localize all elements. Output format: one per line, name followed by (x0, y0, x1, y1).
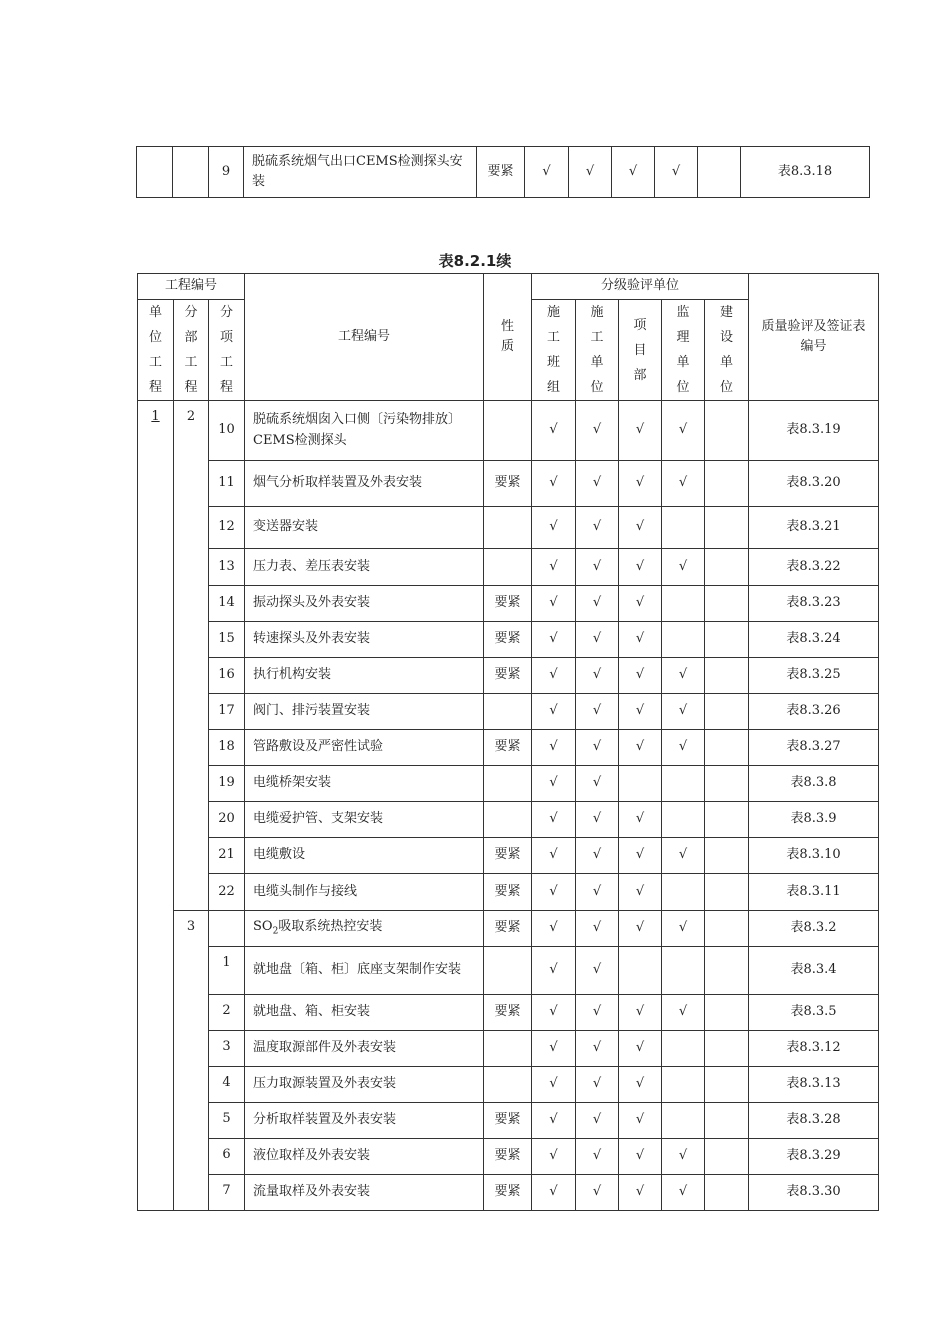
form-cell: 表8.3.23 (749, 586, 879, 622)
item-cell: 15 (209, 622, 245, 658)
item-cell (209, 911, 245, 947)
check-cell: √ (576, 874, 619, 911)
form-cell: 表8.3.26 (749, 694, 879, 730)
item-cell: 16 (209, 658, 245, 694)
table-row (138, 874, 879, 911)
nature-cell: 要紧 (484, 586, 532, 622)
check-cell: √ (532, 1031, 576, 1067)
check-cell (662, 802, 705, 838)
name-cell: 分析取样装置及外表安装 (245, 1103, 484, 1139)
check-cell (662, 1031, 705, 1067)
item-cell: 10 (209, 401, 245, 461)
check-cell: √ (532, 947, 576, 995)
check-cell: √ (576, 766, 619, 802)
check-cell (705, 549, 749, 586)
header-nature: 性质 (484, 274, 532, 401)
nature-cell: 要紧 (484, 838, 532, 874)
nature-cell (484, 1067, 532, 1103)
table-row (138, 586, 879, 622)
name-cell: 电缆敷设 (245, 838, 484, 874)
name-cell: 压力表、差压表安装 (245, 549, 484, 586)
check-cell: √ (525, 147, 569, 198)
check-cell: √ (532, 622, 576, 658)
item-cell: 1 (209, 947, 245, 995)
form-cell: 表8.3.30 (749, 1175, 879, 1211)
item-cell: 17 (209, 694, 245, 730)
form-cell: 表8.3.21 (749, 507, 879, 549)
form-cell: 表8.3.9 (749, 802, 879, 838)
item-cell: 18 (209, 730, 245, 766)
header-part: 分部工程 (174, 300, 209, 401)
check-cell: √ (532, 766, 576, 802)
item-cell: 7 (209, 1175, 245, 1211)
check-cell (705, 995, 749, 1031)
check-cell: √ (576, 947, 619, 995)
check-cell (662, 874, 705, 911)
form-cell: 表8.3.13 (749, 1067, 879, 1103)
check-cell: √ (532, 730, 576, 766)
check-cell (698, 147, 741, 198)
item-cell: 21 (209, 838, 245, 874)
nature-cell: 要紧 (484, 995, 532, 1031)
unit-cell (137, 147, 173, 198)
check-cell: √ (619, 995, 662, 1031)
check-cell: √ (619, 911, 662, 947)
check-cell: √ (576, 911, 619, 947)
check-cell: √ (619, 874, 662, 911)
check-cell: √ (662, 838, 705, 874)
nature-cell: 要紧 (484, 1103, 532, 1139)
check-cell: √ (532, 1175, 576, 1211)
check-cell: √ (532, 1139, 576, 1175)
table-row (138, 507, 879, 549)
form-cell: 表8.3.24 (749, 622, 879, 658)
nature-cell (484, 507, 532, 549)
nature-cell (484, 549, 532, 586)
table-row (138, 1103, 879, 1139)
nature-cell (484, 802, 532, 838)
table-row (138, 838, 879, 874)
table-row (138, 766, 879, 802)
check-cell: √ (655, 147, 698, 198)
item-cell: 5 (209, 1103, 245, 1139)
item-cell: 3 (209, 1031, 245, 1067)
check-cell (662, 766, 705, 802)
header-org-supervisor: 监理单位 (662, 300, 705, 401)
check-cell: √ (662, 694, 705, 730)
name-cell: 脱硫系统烟气出口CEMS检测探头安装 (244, 147, 477, 198)
check-cell: √ (662, 401, 705, 461)
check-cell: √ (576, 694, 619, 730)
check-cell: √ (532, 1067, 576, 1103)
table-row (138, 1175, 879, 1211)
check-cell (705, 911, 749, 947)
table-row (138, 461, 879, 507)
form-cell: 表8.3.5 (749, 995, 879, 1031)
item-cell: 9 (209, 147, 244, 198)
check-cell (705, 947, 749, 995)
nature-cell (484, 401, 532, 461)
check-cell: √ (576, 586, 619, 622)
check-cell: √ (619, 838, 662, 874)
form-cell: 表8.3.10 (749, 838, 879, 874)
nature-cell: 要紧 (484, 1139, 532, 1175)
check-cell: √ (576, 549, 619, 586)
check-cell: √ (576, 622, 619, 658)
name-cell: 流量取样及外表安装 (245, 1175, 484, 1211)
check-cell (705, 874, 749, 911)
check-cell: √ (532, 995, 576, 1031)
check-cell: √ (532, 549, 576, 586)
item-cell: 20 (209, 802, 245, 838)
form-cell: 表8.3.29 (749, 1139, 879, 1175)
item-cell: 2 (209, 995, 245, 1031)
check-cell: √ (576, 1175, 619, 1211)
check-cell: √ (619, 694, 662, 730)
header-org-team: 施工班组 (532, 300, 576, 401)
check-cell: √ (576, 1031, 619, 1067)
unit-number-cell: 1 (138, 401, 174, 1211)
check-cell: √ (619, 730, 662, 766)
item-cell: 6 (209, 1139, 245, 1175)
check-cell (705, 766, 749, 802)
table-row (138, 995, 879, 1031)
check-cell (662, 507, 705, 549)
check-cell (705, 1139, 749, 1175)
check-cell (705, 658, 749, 694)
name-cell: $SO_2$吸取系统热控安装 (245, 911, 484, 947)
item-cell: 22 (209, 874, 245, 911)
form-cell: 表8.3.8 (749, 766, 879, 802)
check-cell (619, 947, 662, 995)
check-cell: √ (576, 730, 619, 766)
name-cell: 就地盘、箱、柜安装 (245, 995, 484, 1031)
check-cell: √ (576, 1139, 619, 1175)
table-row (138, 622, 879, 658)
check-cell: √ (532, 911, 576, 947)
check-cell: √ (532, 401, 576, 461)
name-cell: 液位取样及外表安装 (245, 1139, 484, 1175)
check-cell (705, 622, 749, 658)
check-cell (705, 694, 749, 730)
form-cell: 表8.3.11 (749, 874, 879, 911)
nature-cell (484, 1031, 532, 1067)
check-cell: √ (662, 1175, 705, 1211)
check-cell: √ (619, 1175, 662, 1211)
check-cell: √ (619, 586, 662, 622)
check-cell (662, 1067, 705, 1103)
item-cell: 4 (209, 1067, 245, 1103)
name-cell: 变送器安装 (245, 507, 484, 549)
name-cell: 转速探头及外表安装 (245, 622, 484, 658)
table-row (138, 730, 879, 766)
table-row (137, 147, 870, 198)
check-cell: √ (532, 838, 576, 874)
header-project-code: 工程编号 (138, 274, 245, 300)
check-cell: √ (532, 874, 576, 911)
header-org-project: 项目部 (619, 300, 662, 401)
form-cell: 表8.3.2 (749, 911, 879, 947)
check-cell: √ (569, 147, 612, 198)
check-cell (705, 507, 749, 549)
check-cell: √ (619, 1067, 662, 1103)
check-cell: √ (532, 507, 576, 549)
check-cell: √ (619, 1139, 662, 1175)
check-cell: √ (662, 911, 705, 947)
main-table (137, 273, 879, 1211)
check-cell: √ (662, 730, 705, 766)
table-row (138, 694, 879, 730)
check-cell: √ (619, 1103, 662, 1139)
part-cell (173, 147, 209, 198)
nature-cell: 要紧 (477, 147, 525, 198)
nature-cell: 要紧 (484, 461, 532, 507)
name-cell: 脱硫系统烟囱入口侧〔污染物排放〕CEMS检测探头 (245, 401, 484, 461)
nature-cell: 要紧 (484, 911, 532, 947)
check-cell: √ (576, 658, 619, 694)
check-cell (705, 730, 749, 766)
check-cell: √ (662, 461, 705, 507)
check-cell: √ (532, 802, 576, 838)
header-unit: 单位工程 (138, 300, 174, 401)
check-cell (705, 838, 749, 874)
check-cell (662, 1103, 705, 1139)
check-cell: √ (576, 1103, 619, 1139)
name-cell: 电缆桥架安装 (245, 766, 484, 802)
header-form: 质量验评及签证表编号 (749, 274, 879, 401)
nature-cell (484, 694, 532, 730)
check-cell: √ (619, 507, 662, 549)
check-cell: √ (532, 658, 576, 694)
check-cell: √ (662, 995, 705, 1031)
item-cell: 14 (209, 586, 245, 622)
table-row (138, 1031, 879, 1067)
form-cell: 表8.3.18 (741, 147, 870, 198)
part-number-cell: 2 (174, 401, 209, 911)
check-cell (662, 947, 705, 995)
table-row (138, 1139, 879, 1175)
form-cell: 表8.3.27 (749, 730, 879, 766)
table-row (138, 401, 879, 461)
check-cell: √ (576, 401, 619, 461)
name-cell: 温度取源部件及外表安装 (245, 1031, 484, 1067)
check-cell: √ (576, 1067, 619, 1103)
item-cell: 13 (209, 549, 245, 586)
table-row (138, 549, 879, 586)
check-cell: √ (576, 507, 619, 549)
nature-cell (484, 766, 532, 802)
check-cell (662, 622, 705, 658)
check-cell: √ (576, 995, 619, 1031)
check-cell (705, 586, 749, 622)
table-row (138, 658, 879, 694)
continued-table-fragment (136, 146, 870, 198)
name-cell: 电缆头制作与接线 (245, 874, 484, 911)
nature-cell: 要紧 (484, 622, 532, 658)
form-cell: 表8.3.20 (749, 461, 879, 507)
check-cell: √ (532, 586, 576, 622)
form-cell: 表8.3.25 (749, 658, 879, 694)
table-row (138, 947, 879, 995)
nature-cell: 要紧 (484, 730, 532, 766)
check-cell (705, 1067, 749, 1103)
check-cell (705, 461, 749, 507)
header-item: 分项工程 (209, 300, 245, 401)
nature-cell: 要紧 (484, 1175, 532, 1211)
header-grading: 分级验评单位 (532, 274, 749, 300)
check-cell: √ (612, 147, 655, 198)
name-cell: 电缆爱护管、支架安装 (245, 802, 484, 838)
check-cell: √ (576, 461, 619, 507)
check-cell: √ (532, 694, 576, 730)
name-cell: 阀门、排污装置安装 (245, 694, 484, 730)
check-cell (705, 1175, 749, 1211)
check-cell: √ (576, 802, 619, 838)
table-row (138, 1067, 879, 1103)
check-cell: √ (576, 838, 619, 874)
form-cell: 表8.3.19 (749, 401, 879, 461)
name-cell: 管路敷设及严密性试验 (245, 730, 484, 766)
check-cell: √ (532, 461, 576, 507)
name-cell: 振动探头及外表安装 (245, 586, 484, 622)
check-cell: √ (619, 658, 662, 694)
form-cell: 表8.3.4 (749, 947, 879, 995)
check-cell: √ (619, 1031, 662, 1067)
check-cell: √ (662, 1139, 705, 1175)
table-row (138, 802, 879, 838)
name-cell: 执行机构安装 (245, 658, 484, 694)
check-cell: √ (662, 658, 705, 694)
header-name: 工程编号 (245, 274, 484, 401)
part-number-cell: 3 (174, 911, 209, 1211)
check-cell (705, 802, 749, 838)
header-org-owner: 建设单位 (705, 300, 749, 401)
check-cell (662, 586, 705, 622)
form-cell: 表8.3.12 (749, 1031, 879, 1067)
item-cell: 12 (209, 507, 245, 549)
table-row (138, 911, 879, 947)
form-cell: 表8.3.22 (749, 549, 879, 586)
check-cell: √ (619, 401, 662, 461)
check-cell: √ (619, 622, 662, 658)
header-row (138, 274, 879, 300)
check-cell: √ (532, 1103, 576, 1139)
check-cell (619, 766, 662, 802)
nature-cell: 要紧 (484, 874, 532, 911)
form-cell: 表8.3.28 (749, 1103, 879, 1139)
name-cell: 压力取源装置及外表安装 (245, 1067, 484, 1103)
check-cell (705, 1103, 749, 1139)
item-cell: 11 (209, 461, 245, 507)
check-cell: √ (619, 802, 662, 838)
name-cell: 就地盘〔箱、柜〕底座支架制作安装 (245, 947, 484, 995)
nature-cell (484, 947, 532, 995)
table-caption: 表8.2.1续 (438, 252, 512, 270)
check-cell: √ (619, 549, 662, 586)
check-cell: √ (662, 549, 705, 586)
nature-cell: 要紧 (484, 658, 532, 694)
check-cell (705, 1031, 749, 1067)
check-cell: √ (619, 461, 662, 507)
header-org-contractor: 施工单位 (576, 300, 619, 401)
check-cell (705, 401, 749, 461)
name-cell: 烟气分析取样装置及外表安装 (245, 461, 484, 507)
item-cell: 19 (209, 766, 245, 802)
